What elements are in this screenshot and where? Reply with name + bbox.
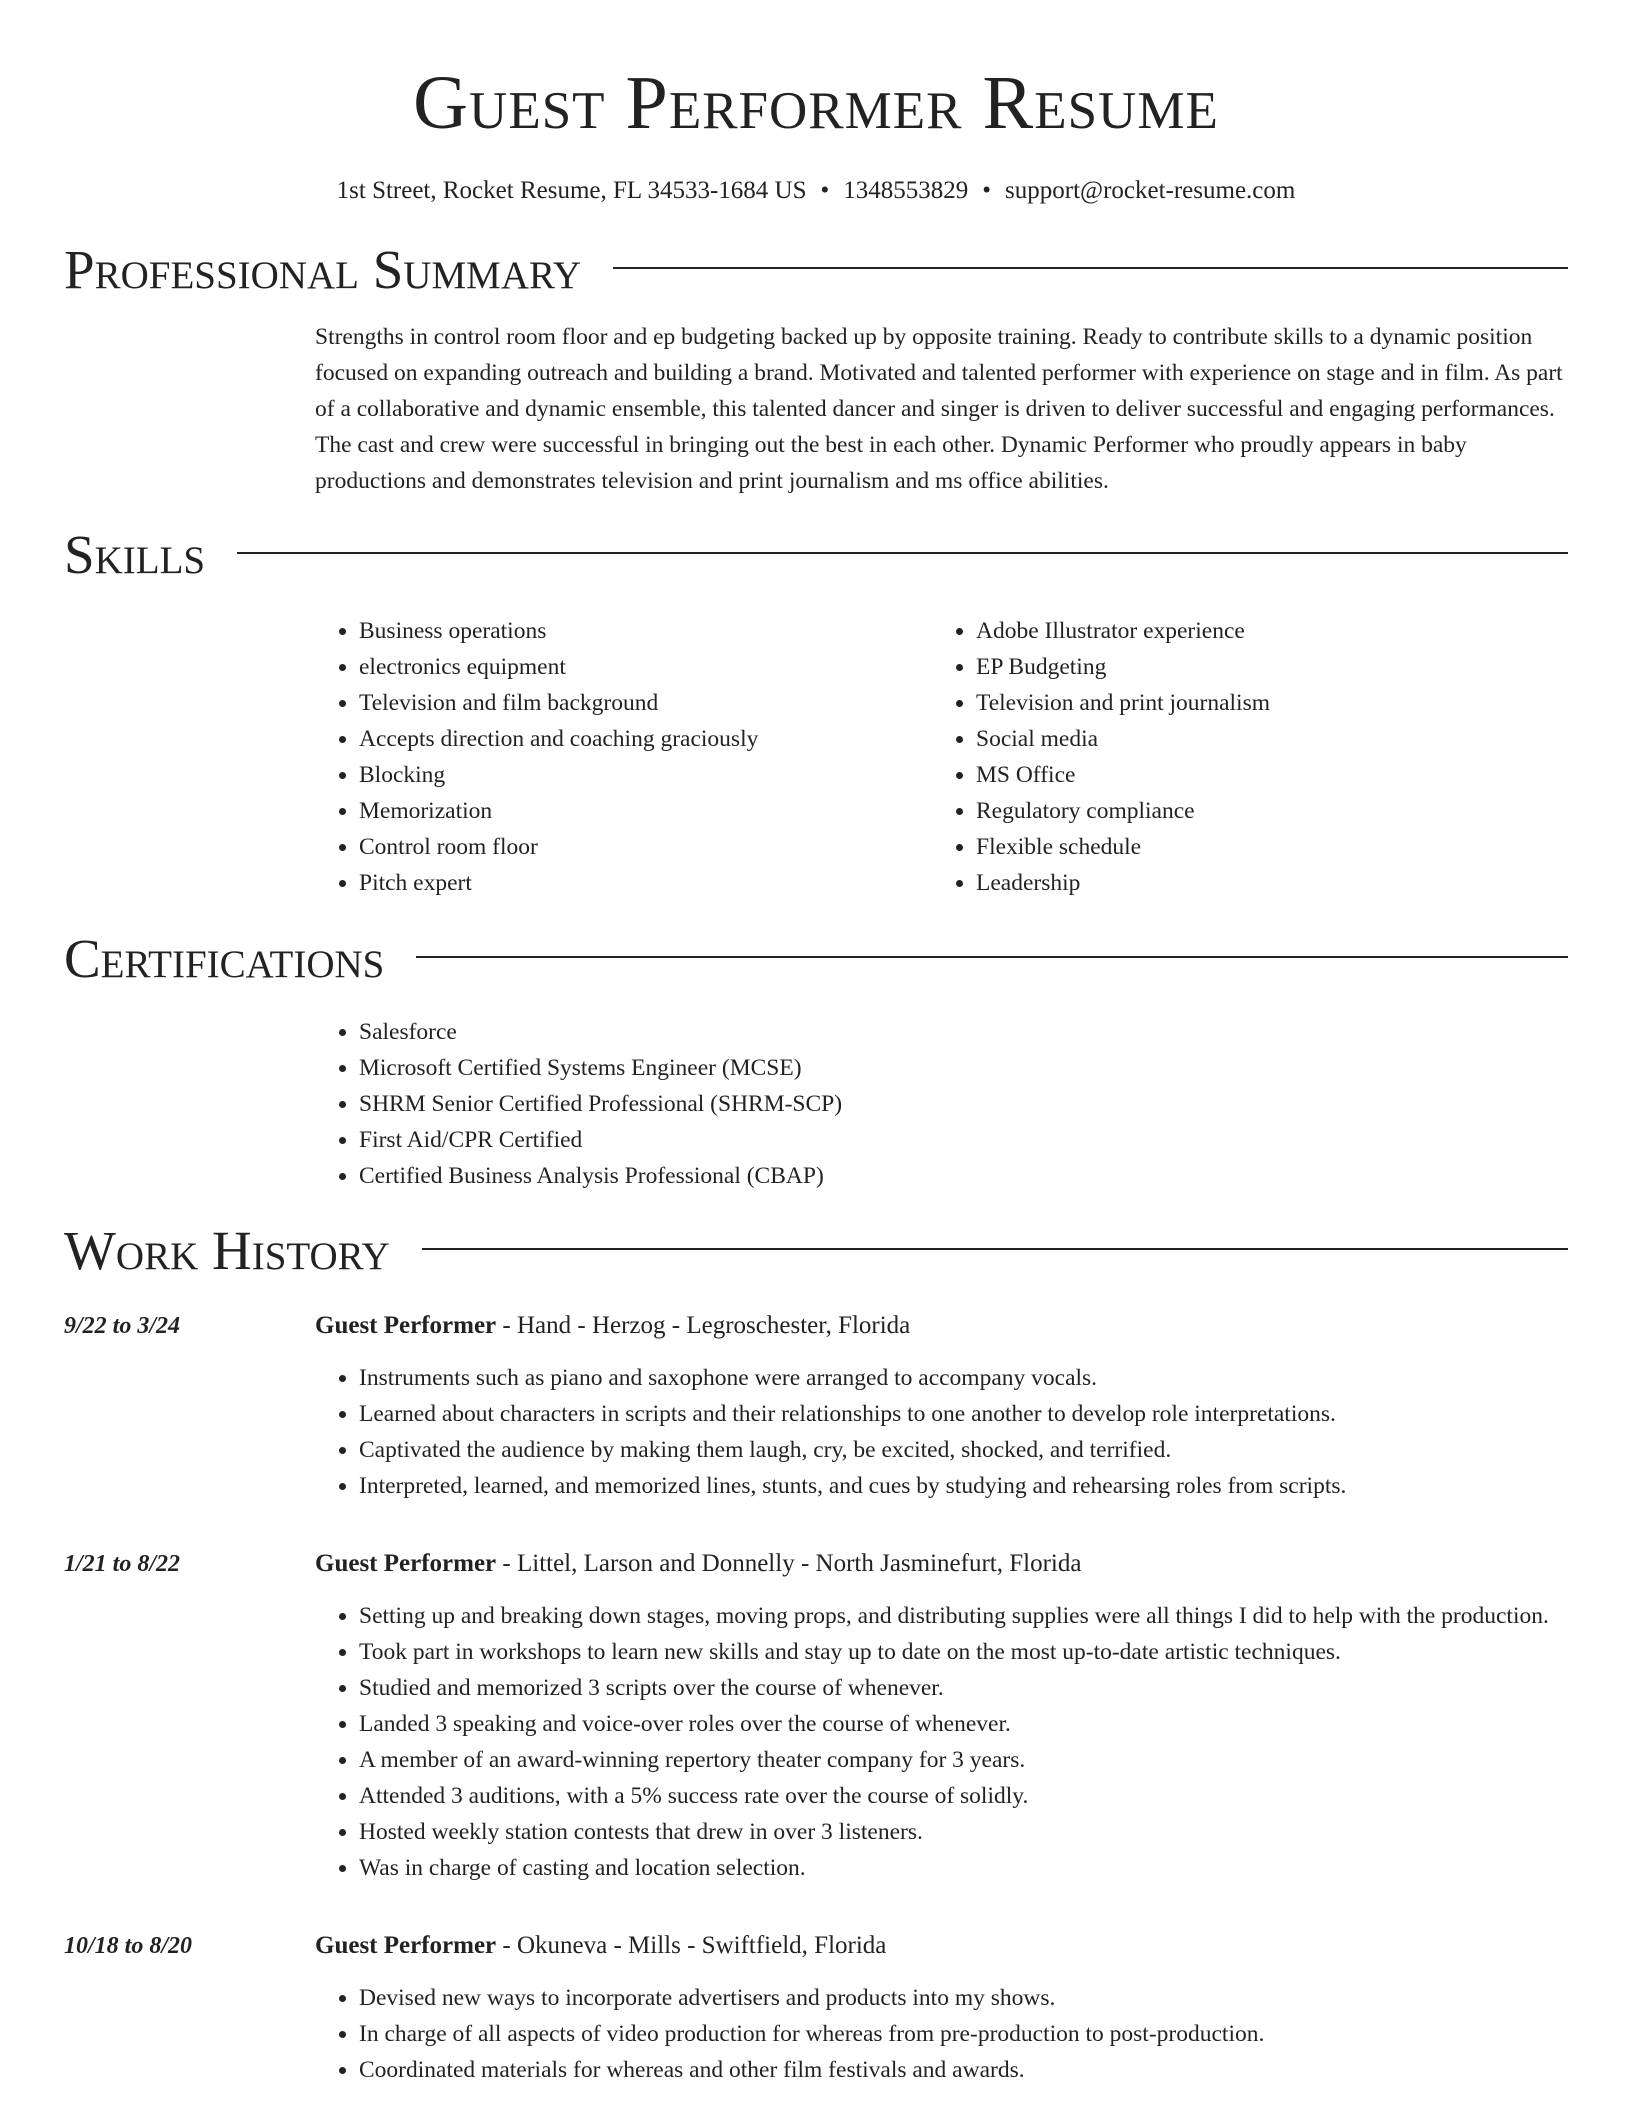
job-bullet: • Devised new ways to incorporate advertisers and products into my shows. xyxy=(359,1980,1568,2016)
job-dates: 9/22 to 3/24 xyxy=(64,1313,181,1339)
skill-item: • Control room floor xyxy=(359,829,932,865)
job-title-line xyxy=(315,1928,1568,1964)
job-employer: - Hand - Herzog - Legroschester, Florida xyxy=(496,1312,911,1339)
work-heading: Work History xyxy=(64,1220,390,1281)
job-bullets xyxy=(315,1980,1568,2088)
job-bullet: • Learned about characters in scripts and their relationships to one another to develop role interpretations. xyxy=(359,1396,1568,1432)
resume-name: Guest Performer Resume xyxy=(413,61,1219,145)
job-entry xyxy=(64,1546,1568,1886)
contact-separator: • xyxy=(982,177,992,204)
certification-item: • SHRM Senior Certified Professional (SHRM-SCP) xyxy=(359,1086,1568,1122)
certifications-section-header xyxy=(64,926,1568,992)
skill-item: • Television and print journalism xyxy=(976,685,1549,721)
job-title-line xyxy=(315,1546,1568,1582)
certifications-list xyxy=(315,1014,1568,1194)
job-bullet: • Instruments such as piano and saxophone were arranged to accompany vocals. xyxy=(359,1360,1568,1396)
work-section-header xyxy=(64,1218,1568,1284)
job-bullet: • Hosted weekly station contests that drew in over 3 listeners. xyxy=(359,1814,1568,1850)
skills-section-header xyxy=(64,522,1568,588)
skills-list xyxy=(315,613,1568,901)
job-bullet: • Studied and memorized 3 scripts over the course of whenever. xyxy=(359,1670,1568,1706)
job-title-line xyxy=(315,1308,1568,1344)
skill-item: • Memorization xyxy=(359,793,932,829)
skill-item: • Accepts direction and coaching graciously xyxy=(359,721,932,757)
skill-item: • Regulatory compliance xyxy=(976,793,1549,829)
skill-item: • Television and film background xyxy=(359,685,932,721)
contact-separator: • xyxy=(820,177,830,204)
job-bullet: • Coordinated materials for whereas and other film festivals and awards. xyxy=(359,2052,1568,2088)
section-divider xyxy=(237,552,1568,554)
summary-body xyxy=(315,319,1568,499)
skill-item: • EP Budgeting xyxy=(976,649,1549,685)
section-divider xyxy=(416,956,1568,958)
job-title: Guest Performer xyxy=(315,1550,497,1577)
job-bullet: • Was in charge of casting and location selection. xyxy=(359,1850,1568,1886)
skills-heading: Skills xyxy=(64,524,206,585)
job-dates: 1/21 to 8/22 xyxy=(64,1551,181,1577)
contact-phone: 1348553829 xyxy=(843,177,969,204)
certification-item: • Certified Business Analysis Professional (CBAP) xyxy=(359,1158,1568,1194)
contact-email[interactable]: support@rocket-resume.com xyxy=(1005,177,1296,204)
job-dates: 10/18 to 8/20 xyxy=(64,1933,193,1959)
job-bullet: • Attended 3 auditions, with a 5% success rate over the course of solidly. xyxy=(359,1778,1568,1814)
job-employer: - Littel, Larson and Donnelly - North Jasminefurt, Florida xyxy=(496,1550,1082,1577)
skill-item: • Leadership xyxy=(976,865,1549,901)
job-bullet: • In charge of all aspects of video production for whereas from pre-production to post-production. xyxy=(359,2016,1568,2052)
skill-item: • Adobe Illustrator experience xyxy=(976,613,1549,649)
work-history-list xyxy=(64,1308,1568,2088)
job-details xyxy=(315,1308,1568,1504)
job-bullet: • A member of an award-winning repertory theater company for 3 years. xyxy=(359,1742,1568,1778)
resume-page xyxy=(64,0,1568,2088)
job-bullet: • Captivated the audience by making them laugh, cry, be excited, shocked, and terrified. xyxy=(359,1432,1568,1468)
job-title: Guest Performer xyxy=(315,1932,497,1959)
skill-item: • Pitch expert xyxy=(359,865,932,901)
job-bullet: • Interpreted, learned, and memorized lines, stunts, and cues by studying and rehearsing roles from scripts. xyxy=(359,1468,1568,1504)
job-entry xyxy=(64,1308,1568,1504)
summary-text: Strengths in control room floor and ep budgeting backed up by opposite training. Ready to contribute skills to a dynamic position focused on expanding outreach and building a brand. Motivated and talented performer with experience on stage and in film. As part of a collaborative and dynamic ensemble, this talented dancer and singer is driven to deliver successful and engaging performances. The cast and crew were successful in bringing out the best in each other. Dynamic Performer who proudly appears in baby productions and demonstrates television and print journalism and ms office abilities. xyxy=(315,324,1563,494)
skill-item: • electronics equipment xyxy=(359,649,932,685)
skill-item: • Business operations xyxy=(359,613,932,649)
contact-address: 1st Street, Rocket Resume, FL 34533-1684 US xyxy=(336,177,807,204)
job-employer: - Okuneva - Mills - Swiftfield, Florida xyxy=(496,1932,887,1959)
skills-column-left xyxy=(315,613,932,901)
job-entry xyxy=(64,1928,1568,2088)
job-details xyxy=(315,1928,1568,2088)
certification-item: • Microsoft Certified Systems Engineer (MCSE) xyxy=(359,1050,1568,1086)
job-bullet: • Setting up and breaking down stages, moving props, and distributing supplies were all things I did to help with the production. xyxy=(359,1598,1568,1634)
job-bullets xyxy=(315,1598,1568,1886)
job-details xyxy=(315,1546,1568,1886)
certification-item: • First Aid/CPR Certified xyxy=(359,1122,1568,1158)
job-title: Guest Performer xyxy=(315,1312,497,1339)
skill-item: • Flexible schedule xyxy=(976,829,1549,865)
section-divider xyxy=(422,1248,1568,1250)
summary-heading: Professional Summary xyxy=(64,239,582,300)
skill-item: • Blocking xyxy=(359,757,932,793)
contact-line xyxy=(64,174,1568,208)
skill-item: • MS Office xyxy=(976,757,1549,793)
skill-item: • Social media xyxy=(976,721,1549,757)
skills-column-right xyxy=(932,613,1549,901)
section-divider xyxy=(613,267,1568,269)
job-bullet: • Landed 3 speaking and voice-over roles over the course of whenever. xyxy=(359,1706,1568,1742)
job-bullet: • Took part in workshops to learn new skills and stay up to date on the most up-to-date artistic techniques. xyxy=(359,1634,1568,1670)
certification-item: • Salesforce xyxy=(359,1014,1568,1050)
job-bullets xyxy=(315,1360,1568,1504)
summary-section-header xyxy=(64,237,1568,303)
certifications-heading: Certifications xyxy=(64,928,385,989)
